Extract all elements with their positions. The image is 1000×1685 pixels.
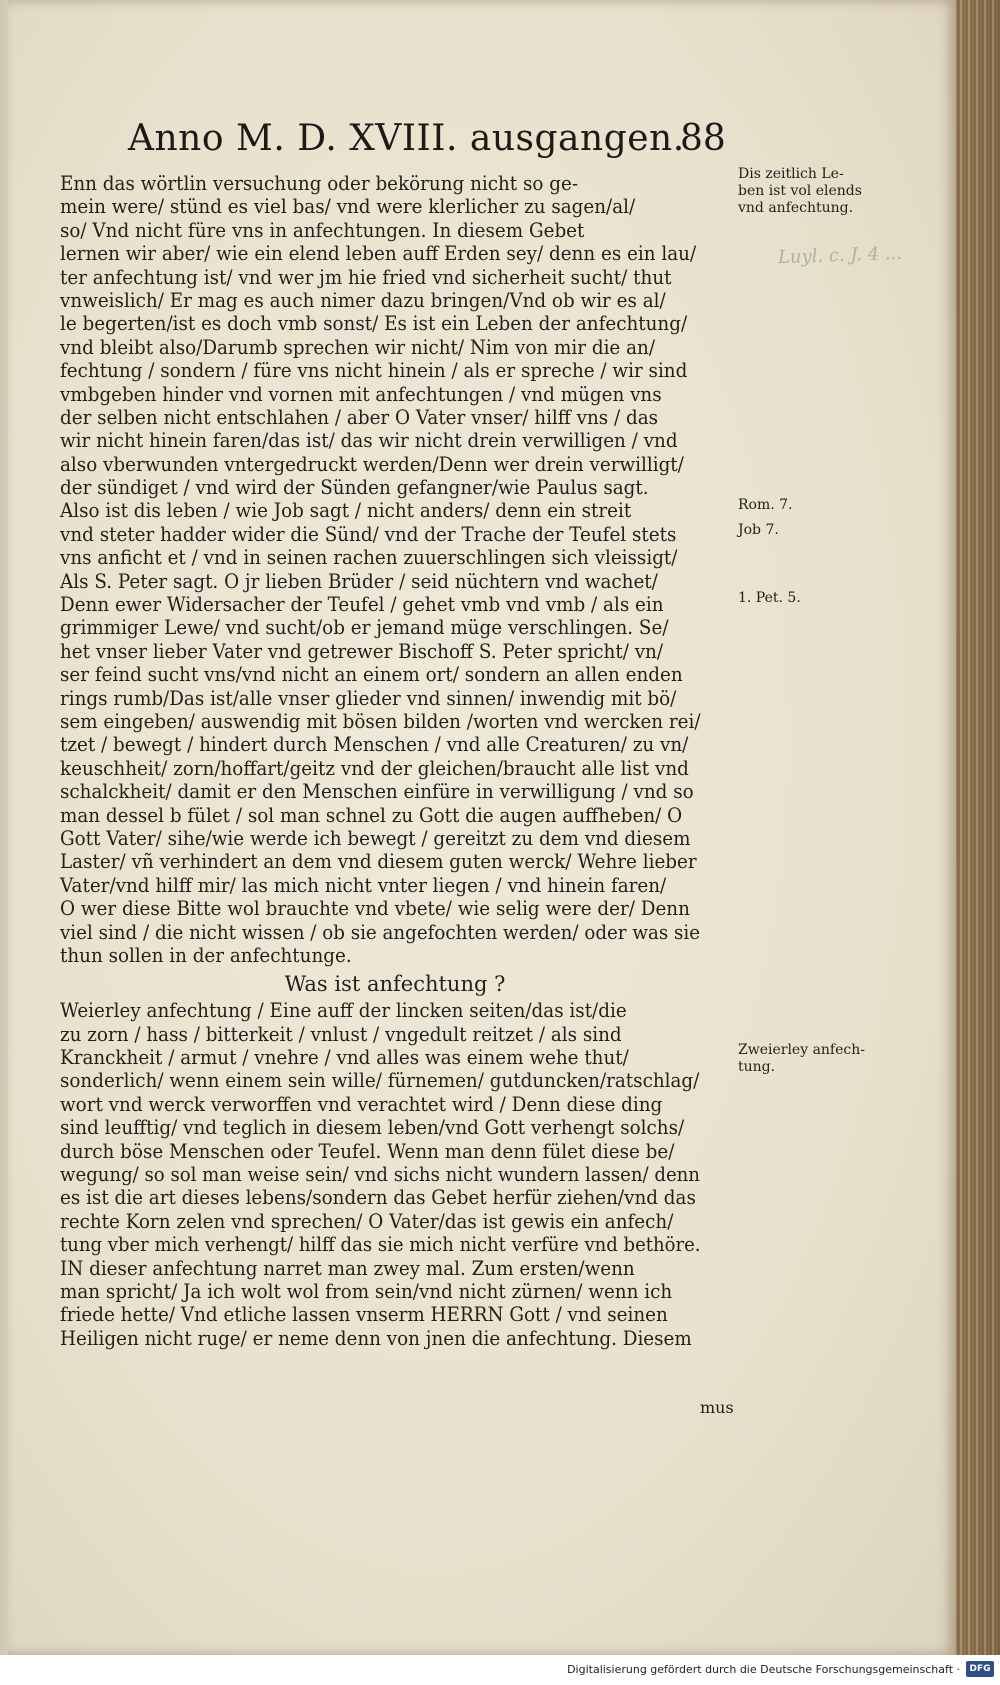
- text-line: vmbgeben hinder vnd vornen mit anfechtungen / vnd mügen vns: [60, 382, 662, 406]
- text-line: Weierley anfechtung / Eine auff der lincken seiten/das ist/die: [60, 999, 627, 1023]
- text-line: mein were/ stünd es viel bas/ vnd were klerlicher zu sagen/al/: [60, 195, 636, 219]
- text-line: vnweislich/ Er mag es auch nimer dazu bringen/Vnd ob wir es al/: [60, 288, 666, 312]
- text-line: Vater/vnd hilff mir/ las mich nicht vnter liegen / vnd hinein faren/: [60, 873, 667, 897]
- text-line: wir nicht hinein faren/das ist/ das wir nicht drein verwilligen / vnd: [60, 429, 678, 453]
- margin-note: Job 7.: [738, 522, 779, 538]
- margin-note: tung.: [738, 1059, 776, 1075]
- margin-note: Dis zeitlich Le-: [738, 166, 844, 182]
- text-line: tzet / bewegt / hindert durch Menschen / vnd alle Creaturen/ zu vn/: [60, 733, 689, 757]
- text-line: le begerten/ist es doch vmb sonst/ Es ist ein Leben der anfechtung/: [60, 312, 688, 336]
- text-line: viel sind / die nicht wissen / ob sie angefochten werden/ oder was sie: [60, 920, 700, 944]
- text-line: O wer diese Bitte wol brauchte vnd vbete/ wie selig were der/ Denn: [60, 897, 690, 921]
- margin-note: ben ist vol elends: [738, 183, 862, 199]
- margin-note: vnd anfechtung.: [738, 200, 854, 216]
- margin-note: 1. Pet. 5.: [738, 590, 801, 606]
- section-heading: Was ist anfechtung ?: [284, 972, 506, 997]
- text-line: Also ist dis leben / wie Job sagt / nicht anders/ denn ein streit: [60, 499, 632, 523]
- text-line: ser feind sucht vns/vnd nicht an einem ort/ sondern an allen enden: [60, 663, 683, 687]
- text-line: man dessel b fület / sol man schnel zu Gott die augen auffheben/ O: [60, 803, 683, 827]
- text-line: schalckheit/ damit er den Menschen einfüre in verwilligung / vnd so: [60, 780, 694, 804]
- text-line: ter anfechtung ist/ vnd wer jm hie fried vnd sicherheit sucht/ thut: [60, 265, 672, 289]
- text-line: grimmiger Lewe/ vnd sucht/ob er jemand müge verschlingen. Se/: [60, 616, 669, 640]
- text-line: durch böse Menschen oder Teufel. Wenn man denn fület diese be/: [60, 1139, 675, 1163]
- text-line: wort vnd werck verworffen vnd verachtet wird / Denn diese ding: [60, 1092, 663, 1116]
- text-line: Heiligen nicht ruge/ er neme denn von jnen die anfechtung. Diesem: [60, 1326, 692, 1350]
- text-line: thun sollen in der anfechtunge.: [60, 943, 352, 967]
- margin-note: Zweierley anfech-: [738, 1042, 865, 1058]
- pencil-annotation: Luyl. c. J. 4 ...: [777, 242, 903, 269]
- text-line: Enn das wörtlin versuchung oder bekörung nicht so ge-: [60, 172, 579, 195]
- text-line: sem eingeben/ auswendig mit bösen bilden /worten vnd wercken rei/: [60, 709, 701, 733]
- page-number: 88: [680, 118, 726, 159]
- text-line: vns anficht et / vnd in seinen rachen zuuerschlingen sich vleissigt/: [60, 546, 678, 570]
- text-line: Laster/ vñ verhindert an dem vnd diesem guten werck/ Wehre lieber: [60, 850, 697, 874]
- text-line: lernen wir aber/ wie ein elend leben auff Erden sey/ denn es ein lau/: [60, 242, 697, 266]
- text-line: also vberwunden vntergedruckt werden/Denn wer drein verwilligt/: [60, 452, 684, 476]
- text-line: der sündiget / vnd wird der Sünden gefangner/wie Paulus sagt.: [60, 476, 649, 500]
- footer-credit: Digitalisierung gefördert durch die Deutsche Forschungsgemeinschaft ·: [567, 1663, 960, 1676]
- text-line: friede hette/ Vnd etliche lassen vnserm HERRN Gott / vnd seinen: [60, 1303, 668, 1327]
- text-line: man spricht/ Ja ich wolt wol from sein/vnd nicht zürnen/ wenn ich: [60, 1279, 673, 1303]
- catchword: mus: [700, 1398, 734, 1417]
- text-line: fechtung / sondern / füre vns nicht hinein / als er spreche / wir sind: [60, 359, 688, 383]
- text-line: Denn ewer Widersacher der Teufel / gehet vmb vnd vmb / als ein: [60, 593, 664, 617]
- text-line: het vnser lieber Vater vnd getrewer Bischoff S. Peter spricht/ vn/: [60, 639, 664, 663]
- paragraph-1: [60, 172, 730, 967]
- text-line: Gott Vater/ sihe/wie werde ich bewegt / gereitzt zu dem vnd diesem: [60, 826, 691, 850]
- text-line: IN dieser anfechtung narret man zwey mal. Zum ersten/wenn: [60, 1256, 635, 1280]
- text-line: sonderlich/ wenn einem sein wille/ fürnemen/ gutduncken/ratschlag/: [60, 1069, 700, 1093]
- text-line: rechte Korn zelen vnd sprechen/ O Vater/das ist gewis ein anfech/: [60, 1209, 674, 1233]
- margin-note: Rom. 7.: [738, 497, 793, 513]
- text-line: rings rumb/Das ist/alle vnser glieder vnd sinnen/ inwendig mit bö/: [60, 686, 677, 710]
- dfg-logo: DFG: [966, 1661, 994, 1677]
- text-line: Kranckheit / armut / vnehre / vnd alles was einem wehe thut/: [60, 1046, 629, 1070]
- text-line: es ist die art dieses lebens/sondern das Gebet herfür ziehen/vnd das: [60, 1186, 696, 1210]
- text-line: wegung/ so sol man weise sein/ vnd sichs nicht wundern lassen/ denn: [60, 1163, 700, 1187]
- text-line: zu zorn / hass / bitterkeit / vnlust / vngedult reitzet / als sind: [60, 1022, 622, 1046]
- text-line: tung vber mich verhengt/ hilff das sie mich nicht verfüre vnd bethöre.: [60, 1233, 701, 1257]
- body-text: [60, 172, 730, 1350]
- text-line: vnd steter hadder wider die Sünd/ vnd der Trache der Teufel stets: [60, 522, 677, 546]
- text-line: so/ Vnd nicht füre vns in anfechtungen. In diesem Gebet: [60, 218, 585, 242]
- text-line: keuschheit/ zorn/hoffart/geitz vnd der gleichen/braucht alle list vnd: [60, 756, 689, 780]
- text-line: sind leufftig/ vnd teglich in diesem leben/vnd Gott verhengt solchs/: [60, 1116, 685, 1140]
- running-head: Anno M. D. XVIII. ausgangen.: [128, 118, 685, 159]
- text-line: vnd bleibt also/Darumb sprechen wir nicht/ Nim von mir die an/: [60, 335, 656, 359]
- text-line: Als S. Peter sagt. O jr lieben Brüder / seid nüchtern vnd wachet/: [60, 569, 658, 593]
- paragraph-2: [60, 999, 730, 1350]
- text-line: der selben nicht entschlahen / aber O Vater vnser/ hilff vns / das: [60, 405, 659, 429]
